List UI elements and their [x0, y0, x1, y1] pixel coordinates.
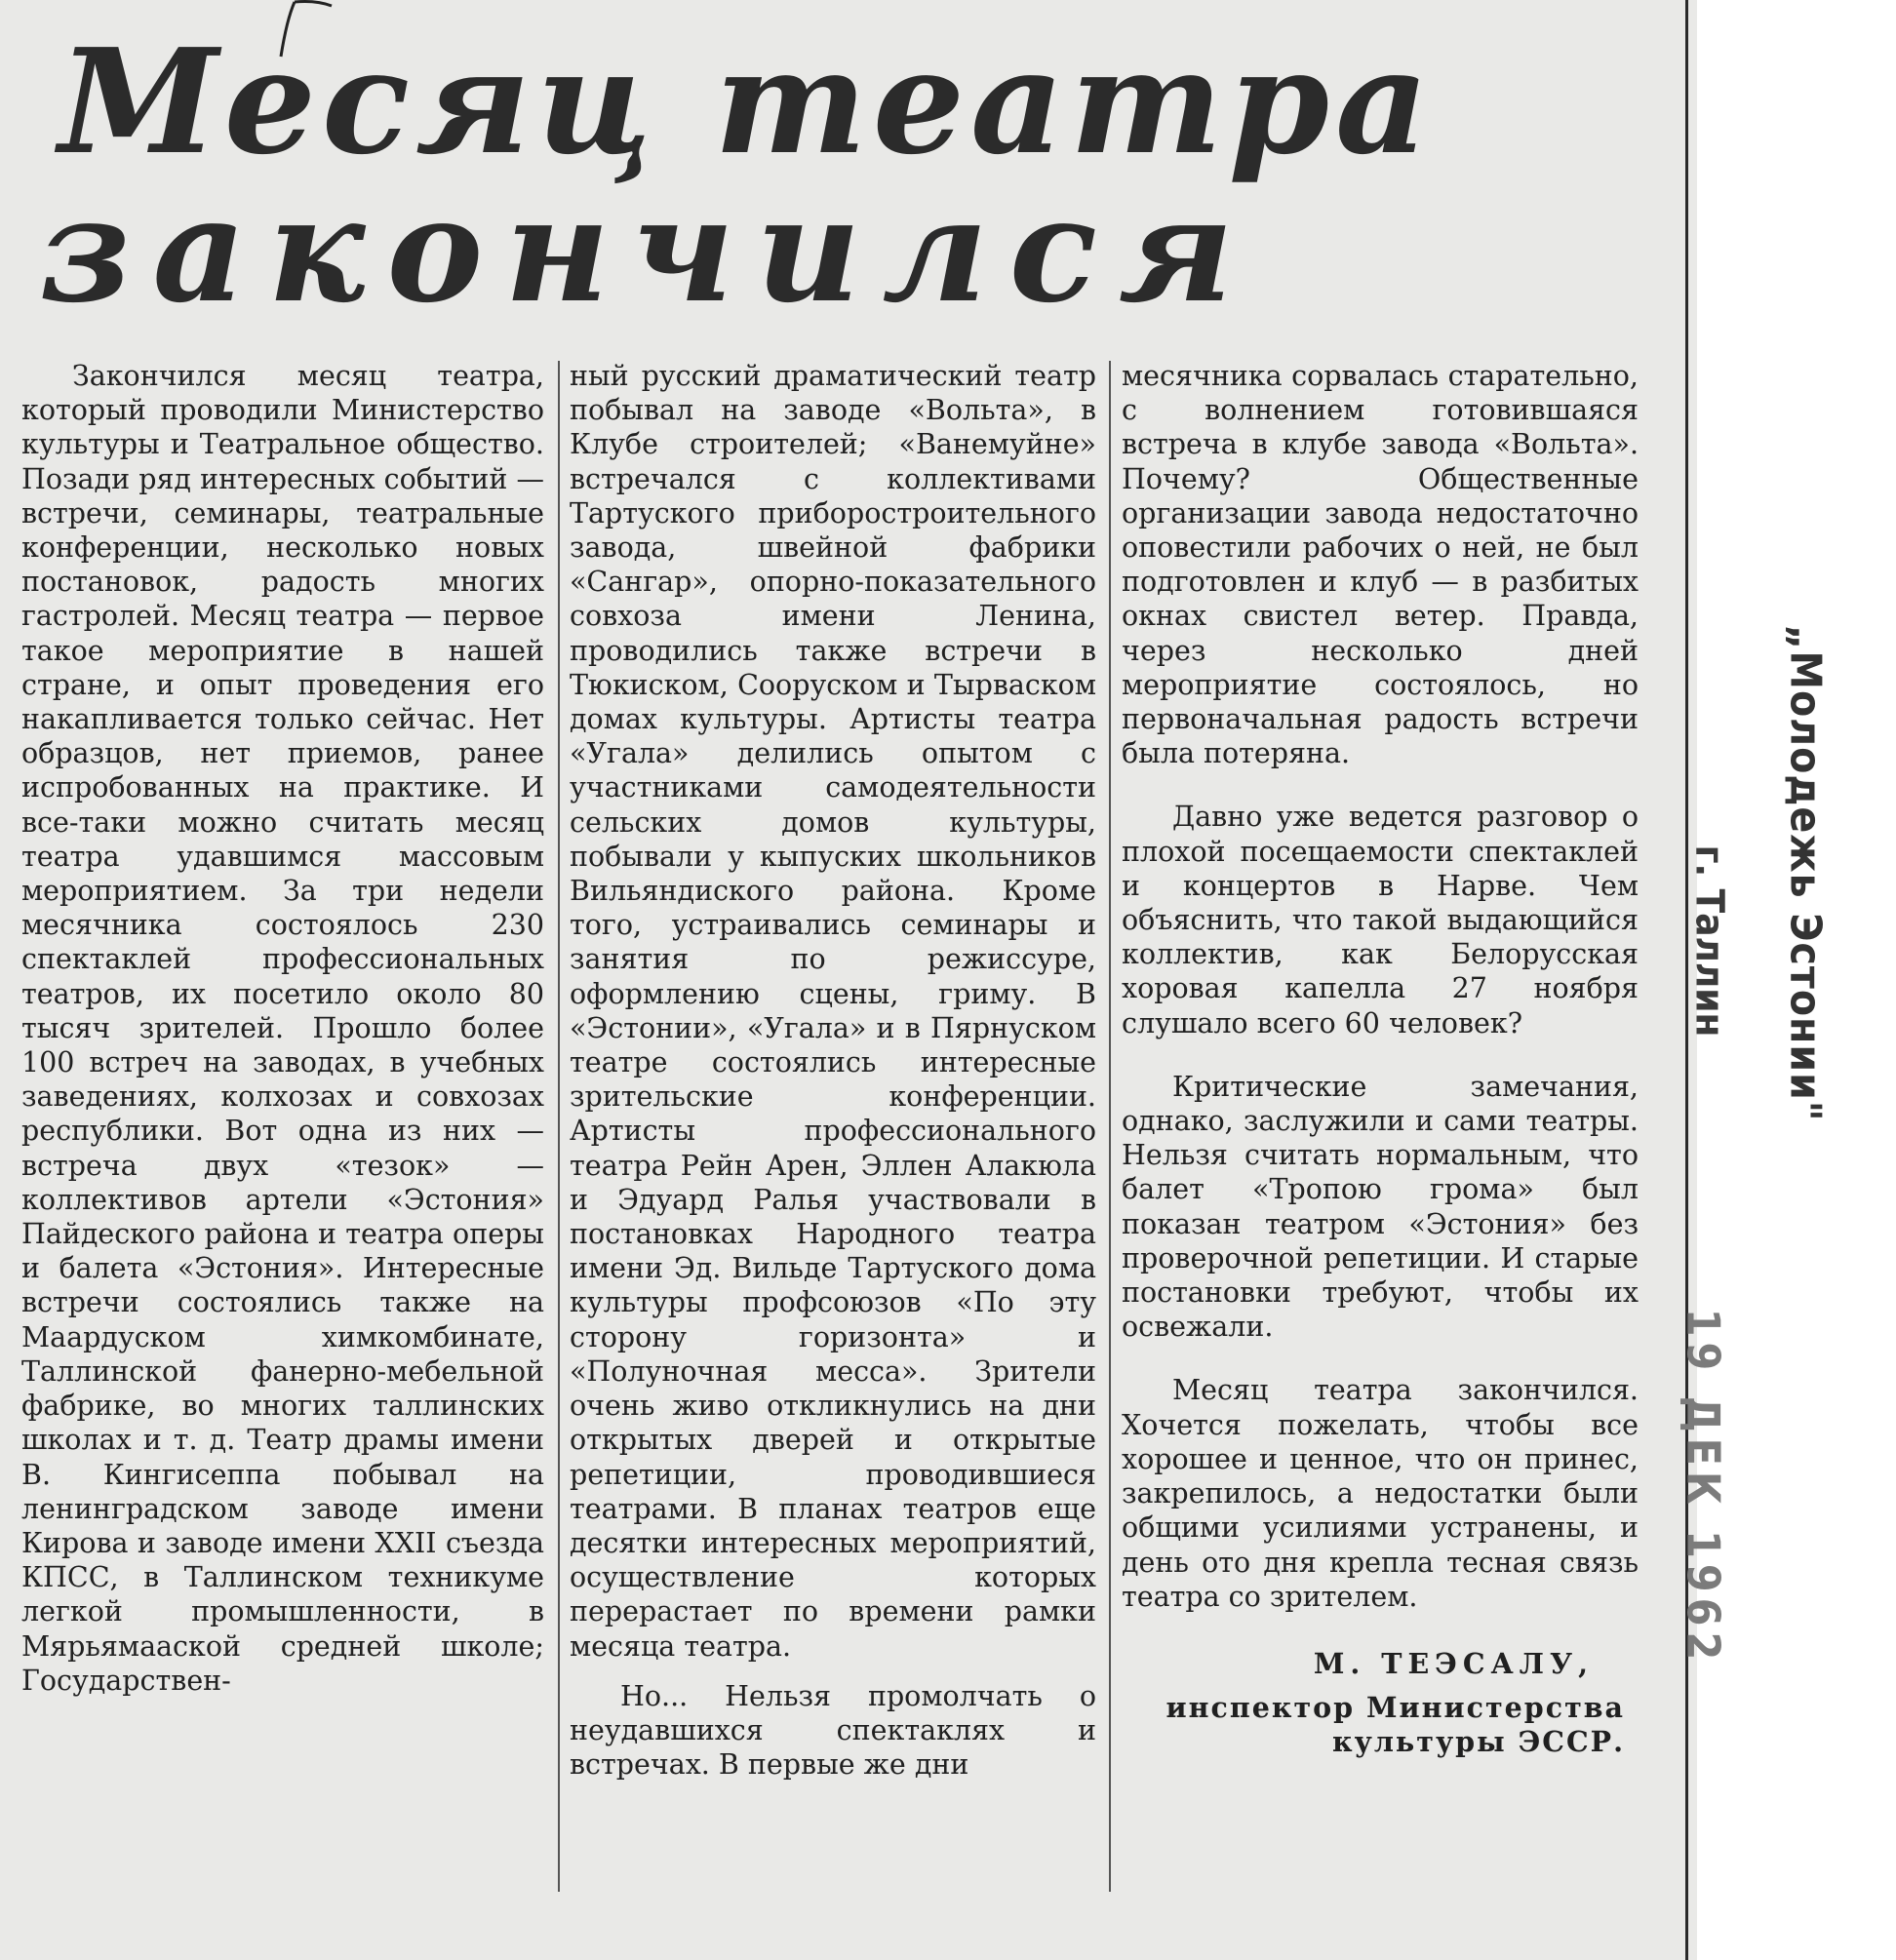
author-position: инспектор Министерства культуры ЭССР.	[1165, 1691, 1625, 1759]
headline-line-1: Месяц театра	[59, 17, 1435, 186]
article-column-3	[1122, 359, 1639, 1760]
article-column-2	[570, 359, 1096, 1782]
author-name: М. ТЕЭСАЛУ,	[1313, 1646, 1594, 1680]
city-name: г. Таллин	[1686, 844, 1732, 1038]
column-divider	[1109, 361, 1111, 1892]
date-stamp	[1664, 1258, 1742, 1716]
headline-line-2: закончился	[39, 165, 1255, 334]
paragraph: Давно уже ведется разговор о плохой посещаемости спектаклей и концертов в Нарве. Чем объяснить, что такой выдающийся коллектив, как Белорусская хоровая капелла 27 ноября слушало всего 60 человек?	[1122, 801, 1639, 1039]
paragraph: Закончился месяц театра, который проводили Министерство культуры и Театральное общество. Позади ряд интересных событий — встречи, семинары, театральные конференции, несколько новых постановок, радость многих гастролей. Месяц театра — первое такое мероприятие в нашей стране, и опыт проведения его накапливается только сейчас. Нет образцов, нет приемов, ранее испробованных на практике. И все-таки можно считать месяц театра удавшимся массовым мероприятием. За три недели месячника состоялось 230 спектаклей профессиональных театров, их посетило около 80 тысяч зрителей. Прошло более 100 встреч на заводах, в учебных заведениях, колхозах и совхозах республики. Вот одна из них — встреча двух «тезок» — коллективов артели «Эстония» Пайдеского района и театра оперы и балета «Эстония». Интересные встречи состоялись также на Маардуском химкомбинате, Таллинской фанерно-мебельной фабрике, во многих таллинских школах и т. д. Театр драмы имени В. Кингисеппа побывал на ленинградском заводе имени Кирова и заводе имени XXII съезда КПСС, в Таллинском техникуме легкой промышленности, в Мярьямааской средней школе; Государствен-	[21, 360, 544, 1697]
paragraph: месячника сорвалась старательно, с волнением готовившаяся встреча в клубе завода «Вольта». Почему? Общественные организации завода недостаточно оповестили рабочих о ней, не был подготовлен и клуб — в разбитых окнах свистел ветер. Правда, через несколько дней мероприятие состоялось, но первоначальная радость встречи была потеряна.	[1122, 360, 1639, 770]
headline	[39, 17, 1648, 334]
article-column-1	[21, 359, 544, 1698]
paragraph: Месяц театра закончился. Хочется пожелать, чтобы все хорошее и ценное, что он принес, закрепилось, а недостатки были общими усилиями устранены, и день ото дня крепла тесная связь театра со зрителем.	[1122, 1374, 1639, 1613]
paragraph: ный русский драматический театр побывал на заводе «Вольта», в Клубе строителей; «Ванемуйне» встречался с коллективами Тартуского приборостроительного завода, швейной фабрики «Сангар», опорно-показательного совхоза имени Ленина, проводились также встречи в Тюкиском, Сооруском и Тырваском домах культуры. Артисты театра «Угала» делились опытом с участниками самодеятельности сельских домов культуры, побывали у кыпуских школьников Вильяндиского района. Кроме того, устраивались семинары и занятия по режиссуре, оформлению сцены, гриму. В «Эстонии», «Угала» и в Пярнуском театре состоялись интересные зрительские конференции. Артисты профессионального театра Рейн Арен, Эллен Алакюла и Эдуард Ралья участвовали в постановках Народного театра имени Эд. Вильде Тартуского дома культуры профсоюзов «По эту сторону горизонта» и «Полуночная месса». Зрители очень живо откликнулись на дни открытых дверей и открытые репетиции, проводившиеся театрами. В планах театров еще десятки интересных мероприятий, осуществление которых перерастает по времени рамки месяца театра.	[570, 360, 1096, 1663]
column-divider	[558, 361, 560, 1892]
paragraph: Критические замечания, однако, заслужили и сами театры. Нельзя считать нормальным, что балет «Тропою грома» был показан театром «Эстония» без проверочной репетиции. И старые постановки требуют, чтобы их освежали.	[1122, 1070, 1639, 1344]
newspaper-stamp	[1760, 624, 1850, 1121]
stamp-date: 19 ДЕК 1962	[1677, 1308, 1729, 1666]
city-stamp	[1670, 839, 1748, 1043]
paragraph: Но... Нельзя промолчать о неудавшихся спектаклях и встречах. В первые же дни	[570, 1679, 1096, 1782]
newspaper-name: „Молодежь Эстонии"	[1780, 624, 1831, 1121]
